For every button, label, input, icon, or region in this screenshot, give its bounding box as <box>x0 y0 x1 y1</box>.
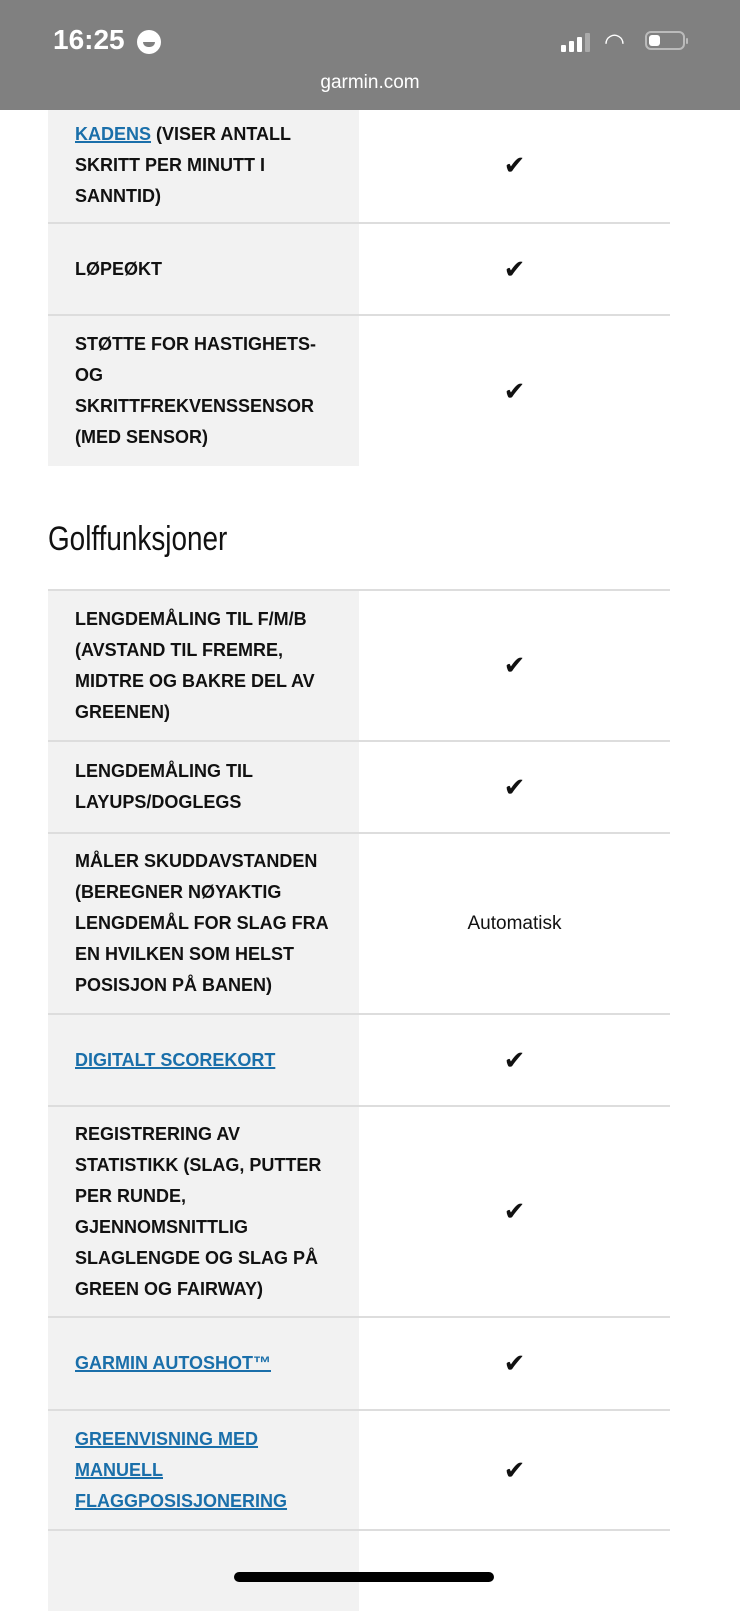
feature-name <box>48 108 359 222</box>
section-heading-golf: Golffunksjoner <box>48 520 228 558</box>
table-row <box>48 1318 670 1411</box>
running-features-table <box>48 108 670 466</box>
feature-value <box>359 1318 670 1409</box>
table-row <box>48 1107 670 1318</box>
checkmark-icon: ✔ <box>503 650 526 680</box>
feature-name <box>48 1015 359 1105</box>
status-bar <box>0 0 740 110</box>
checkmark-icon: ✔ <box>503 1044 526 1075</box>
home-indicator[interactable] <box>234 1572 494 1582</box>
feature-name: LENGDEMÅLING TIL LAYUPS/DOGLEGS <box>48 742 359 832</box>
feature-name: LØPEØKT <box>48 224 359 314</box>
checkmark-icon: ✔ <box>503 149 526 180</box>
table-row <box>48 591 670 742</box>
feature-text: (VISER ANTALL SKRITT PER MINUTT I SANNTID) <box>75 123 291 206</box>
feature-name: MÅLER SKUDDAVSTANDEN (BEREGNER NØYAKTIG LENGDEMÅL FOR SLAG FRA EN HVILKEN SOM HELST POSISJON PÅ BANEN) <box>48 834 359 1013</box>
checkmark-icon: ✔ <box>503 1348 526 1378</box>
golf-features-table <box>48 589 670 1611</box>
garmin-autoshot-link[interactable]: GARMIN AUTOSHOT™ <box>75 1353 271 1373</box>
feature-value <box>359 1107 670 1316</box>
signal-icon <box>561 32 590 52</box>
feature-name <box>48 1318 359 1409</box>
table-row <box>48 1015 670 1107</box>
feature-name: REGISTRERING AV STATISTIKK (SLAG, PUTTER PER RUNDE, GJENNOMSNITTLIG SLAGLENGDE OG SLAG PÅ GREEN OG FAIRWAY) <box>48 1107 359 1316</box>
table-row <box>48 224 670 316</box>
feature-name: STØTTE FOR HASTIGHETS- OG SKRITTFREKVENSSENSOR (MED SENSOR) <box>48 316 359 466</box>
checkmark-icon: ✔ <box>503 771 526 802</box>
feature-name <box>48 1531 359 1611</box>
feature-name: LENGDEMÅLING TIL F/M/B (AVSTAND TIL FREMRE, MIDTRE OG BAKRE DEL AV GREENEN) <box>48 591 359 740</box>
feature-value <box>359 316 670 466</box>
feature-value <box>359 224 670 314</box>
feature-value <box>359 1531 670 1611</box>
feature-name <box>48 1411 359 1529</box>
feature-value <box>359 108 670 222</box>
checkmark-icon: ✔ <box>503 253 526 284</box>
feature-value <box>359 1411 670 1529</box>
table-row <box>48 1531 670 1611</box>
battery-icon <box>645 31 685 50</box>
table-row <box>48 1411 670 1531</box>
clock: 16:25 <box>53 24 125 55</box>
table-row <box>48 834 670 1015</box>
smiley-icon <box>137 30 161 54</box>
checkmark-icon: ✔ <box>503 375 526 406</box>
table-row <box>48 742 670 834</box>
feature-value <box>359 742 670 832</box>
wifi-icon: ◠ <box>604 29 625 56</box>
feature-value <box>359 1015 670 1105</box>
kadens-link[interactable]: KADENS <box>75 123 152 144</box>
feature-value: Automatisk <box>467 912 562 934</box>
greenvisning-link[interactable]: GREENVISNING MED MANUELL FLAGGPOSISJONERING <box>75 1428 288 1511</box>
feature-value <box>359 591 670 740</box>
address-bar-url[interactable]: garmin.com <box>320 72 420 93</box>
digitalt-scorekort-link[interactable]: DIGITALT SCOREKORT <box>75 1049 276 1070</box>
table-row <box>48 316 670 466</box>
checkmark-icon: ✔ <box>503 1196 526 1226</box>
checkmark-icon: ✔ <box>503 1454 526 1485</box>
table-row <box>48 108 670 224</box>
